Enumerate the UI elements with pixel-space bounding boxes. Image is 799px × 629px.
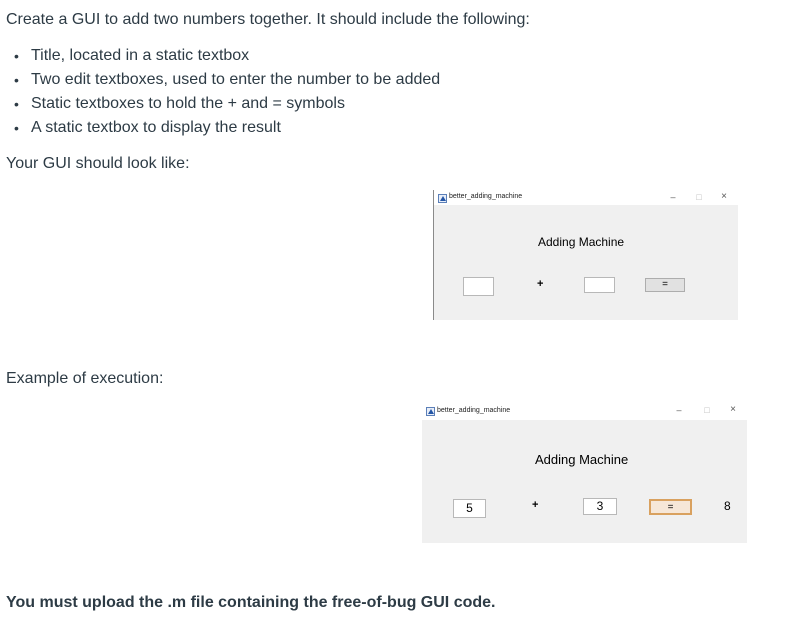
maximize-icon[interactable]: □ (696, 192, 702, 202)
matlab-logo-icon (438, 194, 447, 203)
requirement-item: • Title, located in a static textbox (6, 44, 440, 68)
requirement-item: • Static textboxes to hold the + and = symbols (6, 92, 440, 116)
requirement-item: • A static textbox to display the result (6, 116, 440, 140)
close-icon[interactable]: × (730, 404, 736, 415)
plus-symbol: + (537, 278, 544, 290)
upload-note: You must upload the .m file containing the free-of-bug GUI code. (6, 594, 496, 611)
matlab-logo-icon (426, 407, 435, 416)
window-client-area (434, 205, 738, 320)
second-number-input[interactable] (584, 277, 615, 293)
gui-window-example (422, 403, 747, 543)
window-title: better_adding_machine (449, 193, 523, 200)
maximize-icon[interactable]: □ (704, 405, 710, 415)
first-number-input[interactable]: 5 (453, 499, 486, 518)
gui-window-empty (433, 190, 738, 320)
requirements-list (6, 44, 440, 140)
plus-symbol: + (532, 499, 539, 511)
equals-symbol: = (645, 278, 685, 292)
look-label: Your GUI should look like: (6, 155, 190, 172)
window-client-area (422, 420, 747, 543)
gui-title-text: Adding Machine (535, 452, 629, 467)
first-number-input[interactable] (463, 277, 494, 296)
close-icon[interactable]: × (721, 191, 727, 202)
gui-title-text: Adding Machine (538, 235, 625, 249)
minimize-icon[interactable]: – (670, 192, 676, 202)
window-titlebar[interactable] (434, 190, 738, 205)
equals-symbol: = (649, 499, 692, 515)
example-label: Example of execution: (6, 370, 164, 387)
result-text: 8 (724, 499, 731, 513)
second-number-input[interactable]: 3 (583, 498, 617, 515)
requirement-item: • Two edit textboxes, used to enter the number to be added (6, 68, 440, 92)
minimize-icon[interactable]: – (676, 405, 682, 415)
intro-paragraph: Create a GUI to add two numbers together. It should include the following: (6, 11, 530, 28)
window-title: better_adding_machine (437, 407, 511, 414)
window-titlebar[interactable] (422, 403, 747, 420)
